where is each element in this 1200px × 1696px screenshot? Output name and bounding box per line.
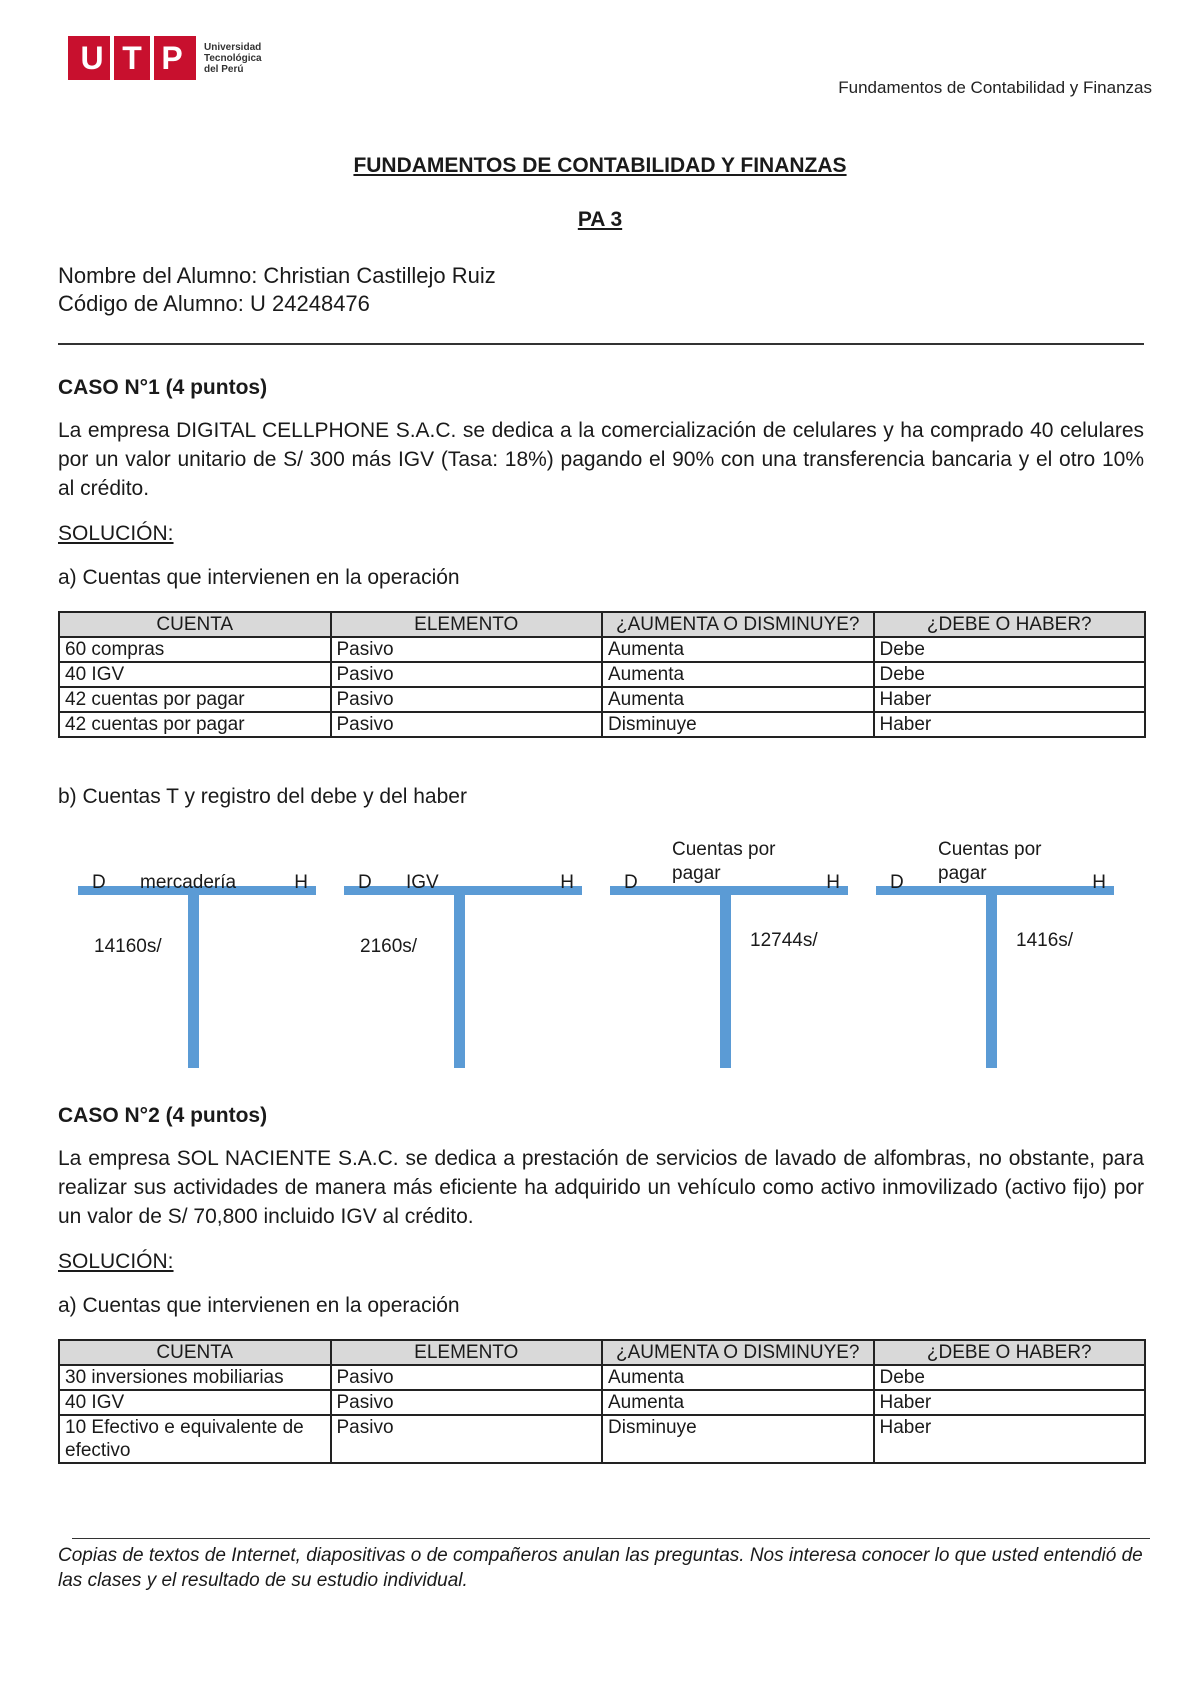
t-account-name: Cuentas por pagar — [672, 839, 776, 884]
t-account-stem — [720, 886, 731, 1068]
col-header: CUENTA — [59, 612, 331, 637]
case1-text: La empresa DIGITAL CELLPHONE S.A.C. se dedica a la comercialización de celulares y ha comprado 40 celulares por un valor unitario de S/ 300 más IGV (Tasa: 18%) pagando el 90% con una transferencia bancaria y el otro 10% al crédito. — [58, 419, 1144, 500]
student-name: Nombre del Alumno: Christian Castillejo Ruiz — [58, 263, 496, 288]
t-account-stem — [188, 886, 199, 1068]
t-account-name: Cuentas por pagar — [938, 839, 1042, 884]
t-debit-label: D — [358, 872, 372, 893]
case2-part-a: a) Cuentas que intervienen en la operación — [58, 1294, 460, 1317]
table-row: 30 inversiones mobiliarias Pasivo Aumenta Debe — [59, 1365, 1145, 1390]
logo-letter-u: U — [80, 39, 104, 76]
table-row: 60 compras Pasivo Aumenta Debe — [59, 637, 1145, 662]
t-account-stem — [454, 886, 465, 1068]
t-debit-amount: 14160s/ — [94, 936, 162, 957]
t-account-cuentas-por-pagar-2 — [876, 840, 1116, 1070]
case2-text: La empresa SOL NACIENTE S.A.C. se dedica a prestación de servicios de lavado de alfombras, no obstante, para realizar sus actividades de manera más eficiente ha adquirido un vehículo como activo inmovilizado (activo fijo) por un valor de S/ 70,800 incluido IGV al crédito. — [58, 1147, 1144, 1228]
t-account-name: IGV — [406, 872, 439, 893]
t-account-name: mercadería — [140, 872, 237, 893]
col-header: ¿DEBE O HABER? — [874, 1340, 1146, 1365]
t-credit-amount: 12744s/ — [750, 930, 818, 951]
table-row: 40 IGV Pasivo Aumenta Haber — [59, 1390, 1145, 1415]
col-header: ¿AUMENTA O DISMINUYE? — [602, 1340, 874, 1365]
divider — [58, 343, 1144, 345]
student-code: Código de Alumno: U 24248476 — [58, 291, 370, 316]
t-credit-label: H — [560, 872, 574, 893]
footer-note: Copias de textos de Internet, diapositivas o de compañeros anulan las preguntas. Nos interesa conocer lo que usted entendió de las clases y el resultado de su estudio individual. — [58, 1545, 1143, 1591]
table-row: 40 IGV Pasivo Aumenta Debe — [59, 662, 1145, 687]
table-header-row — [59, 1340, 1145, 1365]
col-header: ¿AUMENTA O DISMINUYE? — [602, 612, 874, 637]
t-debit-label: D — [624, 872, 638, 893]
case2-accounts-table — [58, 1339, 1146, 1464]
col-header: CUENTA — [59, 1340, 331, 1365]
case1-part-a: a) Cuentas que intervienen en la operación — [58, 566, 460, 589]
t-credit-amount: 1416s/ — [1016, 930, 1074, 951]
case1-accounts-table — [58, 611, 1146, 738]
logo-university-name: Universidad Tecnológica del Perú — [204, 41, 262, 75]
utp-logo — [68, 36, 262, 80]
t-debit-label: D — [890, 872, 904, 893]
table-row: 42 cuentas por pagar Pasivo Disminuye Haber — [59, 712, 1145, 737]
case1-solution-label: SOLUCIÓN: — [58, 522, 174, 545]
logo-box — [68, 36, 196, 80]
header-course-name: Fundamentos de Contabilidad y Finanzas — [838, 78, 1152, 97]
case1-part-b: b) Cuentas T y registro del debe y del haber — [58, 785, 467, 808]
table-row: 42 cuentas por pagar Pasivo Aumenta Haber — [59, 687, 1145, 712]
t-account-cuentas-por-pagar-1 — [610, 840, 850, 1070]
document-subtitle: PA 3 — [577, 208, 623, 231]
t-account-stem — [986, 886, 997, 1068]
document-title: FUNDAMENTOS DE CONTABILIDAD Y FINANZAS — [353, 154, 847, 177]
case1-title: CASO N°1 (4 puntos) — [58, 376, 268, 399]
t-debit-label: D — [92, 872, 106, 893]
t-debit-amount: 2160s/ — [360, 936, 418, 957]
table-header-row — [59, 612, 1145, 637]
col-header: ¿DEBE O HABER? — [874, 612, 1146, 637]
table-row: 10 Efectivo e equivalente de efectivo Pasivo Disminuye Haber — [59, 1415, 1145, 1463]
student-info — [58, 262, 496, 318]
case2-solution-label: SOLUCIÓN: — [58, 1250, 174, 1273]
logo-letter-p: P — [161, 39, 183, 76]
case2-title: CASO N°2 (4 puntos) — [58, 1104, 268, 1127]
t-credit-label: H — [826, 872, 840, 893]
col-header: ELEMENTO — [331, 612, 603, 637]
t-credit-label: H — [294, 872, 308, 893]
t-credit-label: H — [1092, 872, 1106, 893]
footer-divider — [72, 1538, 1150, 1539]
logo-letter-t: T — [122, 39, 142, 76]
t-account-igv — [344, 840, 584, 1070]
t-account-mercaderia — [78, 840, 318, 1070]
col-header: ELEMENTO — [331, 1340, 603, 1365]
